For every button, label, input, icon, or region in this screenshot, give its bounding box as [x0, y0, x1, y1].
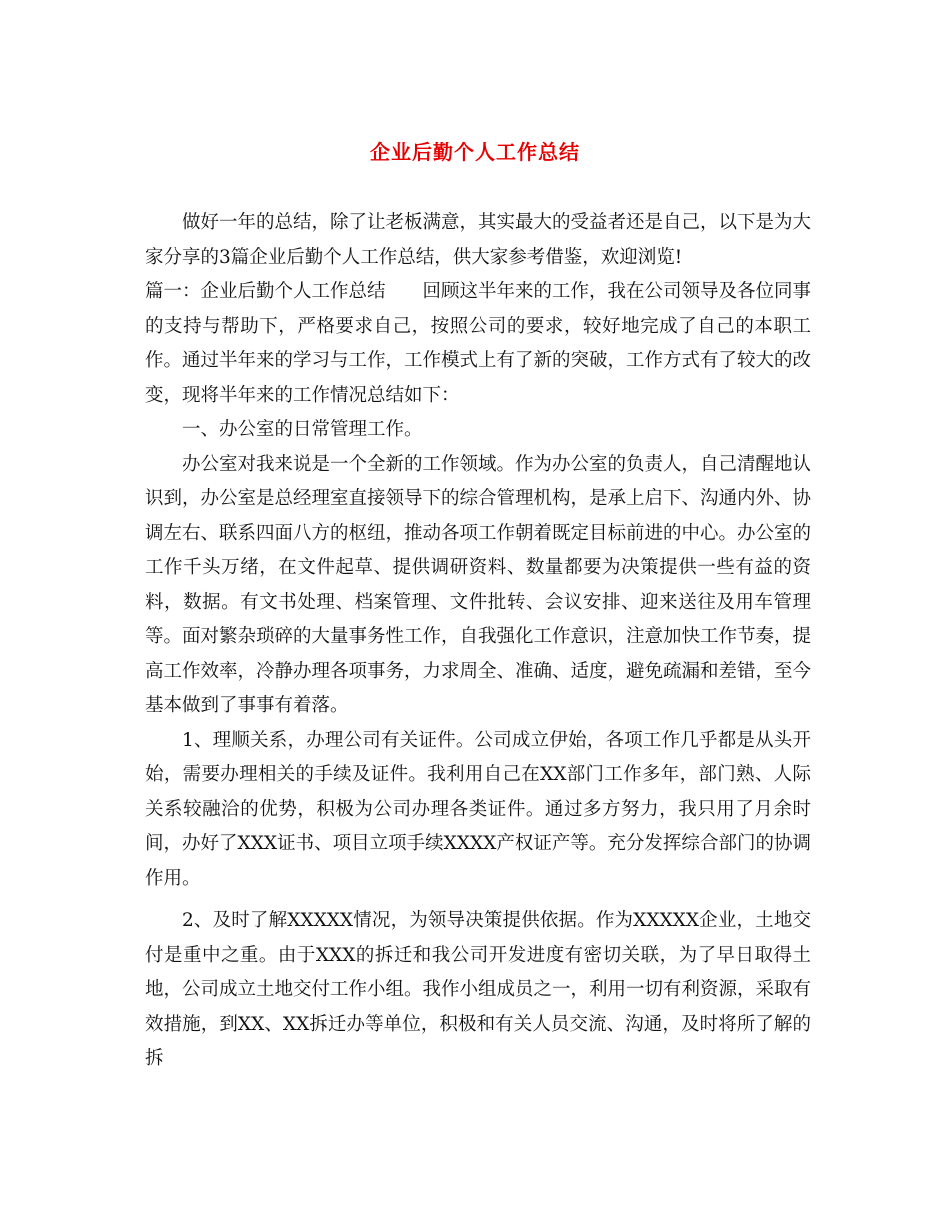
- item-one-paragraph: 1、理顺关系，办理公司有关证件。公司成立伊始，各项工作几乎都是从头开始，需要办理相关的手续及证件。我利用自己在XX部门工作多年，部门熟、人际关系较融洽的优势，积极为公司办理各类证件。通过多方努力，我只用了月余时间，办好了XXX证书、项目立项手续XXXX产权证产等。充分发挥综合部门的协调作用。: [145, 729, 811, 889]
- intro-paragraph: 做好一年的总结，除了让老板满意，其实最大的受益者还是自己，以下是为大家分享的3篇企业后勤个人工作总结，供大家参考借鉴，欢迎浏览!: [145, 212, 812, 268]
- part-one-paragraph: 篇一：企业后勤个人工作总结 回顾这半年来的工作，我在公司领导及各位同事的支持与帮助下，严格要求自己，按照公司的要求，较好地完成了自己的本职工作。通过半年来的学习与工作，工作模式上有了新的突破，工作方式有了较大的改变，现将半年来的工作情况总结如下：: [145, 281, 812, 406]
- document-body: [145, 206, 811, 1077]
- item-two-paragraph: 2、及时了解XXXXX情况，为领导决策提供依据。作为XXXXX企业，土地交付是重中之重。由于XXX的拆迁和我公司开发进度有密切关联，为了早日取得土地，公司成立土地交付工作小组。我作小组成员之一，利用一切有利资源，采取有效措施，到XX、XX拆迁办等单位，积极和有关人员交流、沟通，及时将所了解的拆: [145, 910, 812, 1069]
- section-heading-office: 一、办公室的日常管理工作。: [182, 419, 423, 440]
- office-paragraph: 办公室对我来说是一个全新的工作领域。作为办公室的负责人，自己清醒地认识到，办公室是总经理室直接领导下的综合管理机构，是承上启下、沟通内外、协调左右、联系四面八方的枢纽，推动各项工作朝着既定目标前进的中心。办公室的工作千头万绪，在文件起草、提供调研资料、数量都要为决策提供一些有益的资料，数据。有文书处理、档案管理、文件批转、会议安排、迎来送往及用车管理等。面对繁杂琐碎的大量事务性工作，自我强化工作意识，注意加快工作节奏，提高工作效率，冷静办理各项事务，力求周全、准确、适度，避免疏漏和差错，至今基本做到了事事有着落。: [145, 453, 812, 716]
- document-title: 企业后勤个人工作总结: [370, 140, 580, 164]
